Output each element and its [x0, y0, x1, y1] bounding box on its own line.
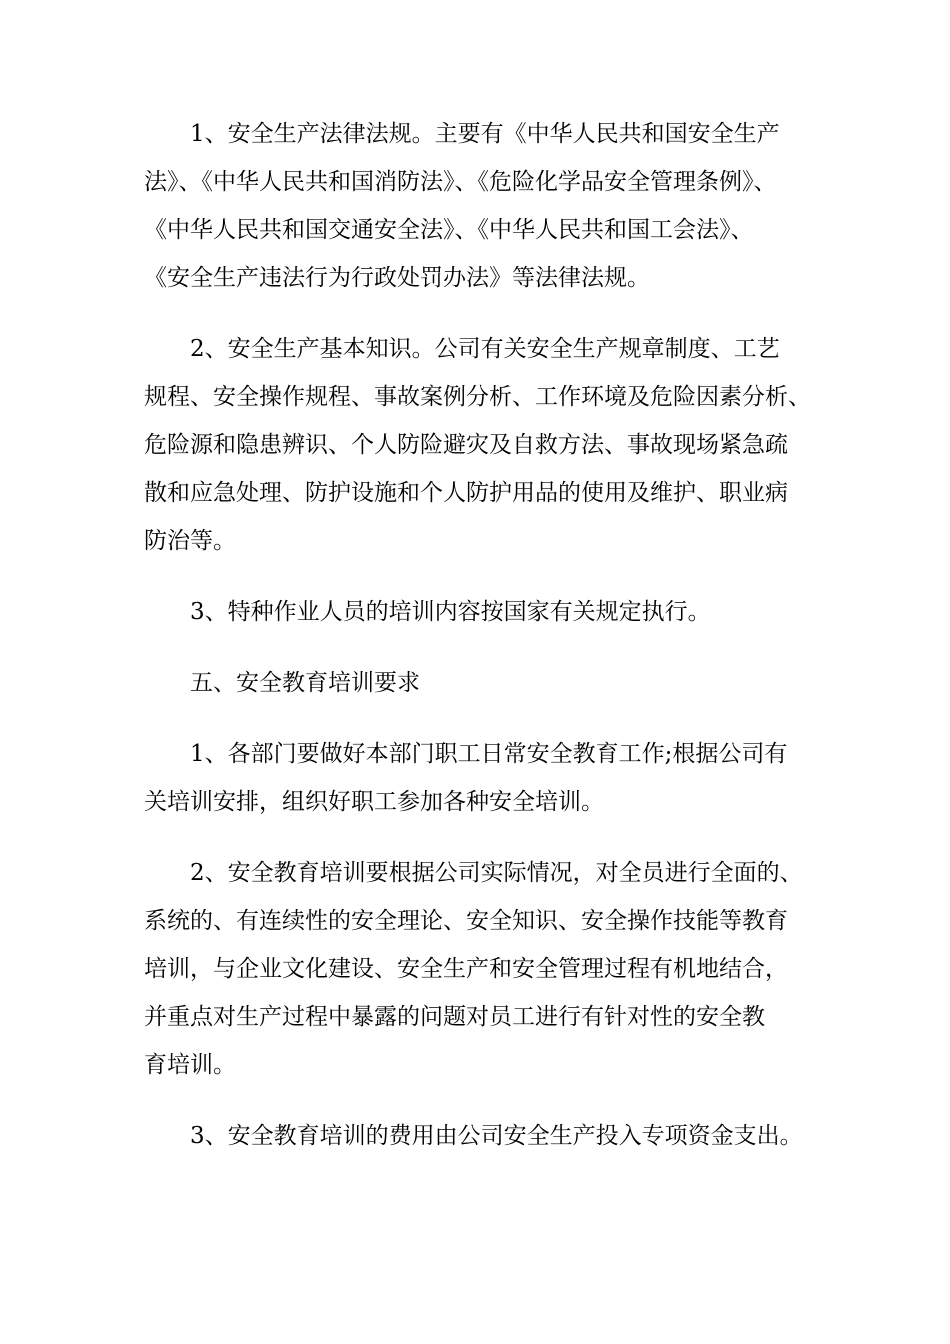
paragraph-requirement-2 [144, 849, 814, 1089]
paragraph-requirement-3 [144, 1112, 814, 1160]
heading-text: 五、安全教育培训要求 [190, 670, 420, 696]
text-line: 育培训。 [144, 1052, 236, 1078]
text-line: 关培训安排，组织好职工参加各种安全培训。 [144, 789, 604, 815]
text-line: 法》、《中华人民共和国消防法》、《危险化学品安全管理条例》、 [144, 169, 777, 195]
text-line: 散和应急处理、防护设施和个人防护用品的使用及维护、职业病 [144, 480, 788, 506]
text-line: 规程、安全操作规程、事故案例分析、工作环境及危险因素分析、 [144, 384, 811, 410]
text-line: 防治等。 [144, 528, 236, 554]
text-line: 《中华人民共和国交通安全法》、《中华人民共和国工会法》、 [144, 217, 754, 243]
text-line: 2、安全教育培训要根据公司实际情况，对全员进行全面的、 [190, 860, 803, 886]
text-line: 2、安全生产基本知识。公司有关安全生产规章制度、工艺 [190, 336, 780, 362]
paragraph-laws [144, 110, 814, 302]
paragraph-special-operations [144, 588, 814, 636]
text-line: 系统的、有连续性的安全理论、安全知识、安全操作技能等教育 [144, 908, 788, 934]
text-line: 《安全生产违法行为行政处罚办法》等法律法规。 [144, 265, 650, 291]
paragraph-requirement-1 [144, 730, 814, 826]
text-line: 1、各部门要做好本部门职工日常安全教育工作;根据公司有 [190, 741, 788, 767]
paragraph-basic-knowledge [144, 325, 814, 565]
text-line: 危险源和隐患辨识、个人防险避灾及自救方法、事故现场紧急疏 [144, 432, 788, 458]
text-line: 3、特种作业人员的培训内容按国家有关规定执行。 [190, 599, 711, 625]
document-body [144, 110, 814, 1183]
section-heading [144, 659, 814, 707]
text-line: 1、安全生产法律法规。主要有《中华人民共和国安全生产 [190, 121, 780, 147]
text-line: 并重点对生产过程中暴露的问题对员工进行有针对性的安全教 [144, 1004, 765, 1030]
text-line: 培训，与企业文化建设、安全生产和安全管理过程有机地结合， [144, 956, 788, 982]
text-line: 3、安全教育培训的费用由公司安全生产投入专项资金支出。 [190, 1123, 803, 1149]
